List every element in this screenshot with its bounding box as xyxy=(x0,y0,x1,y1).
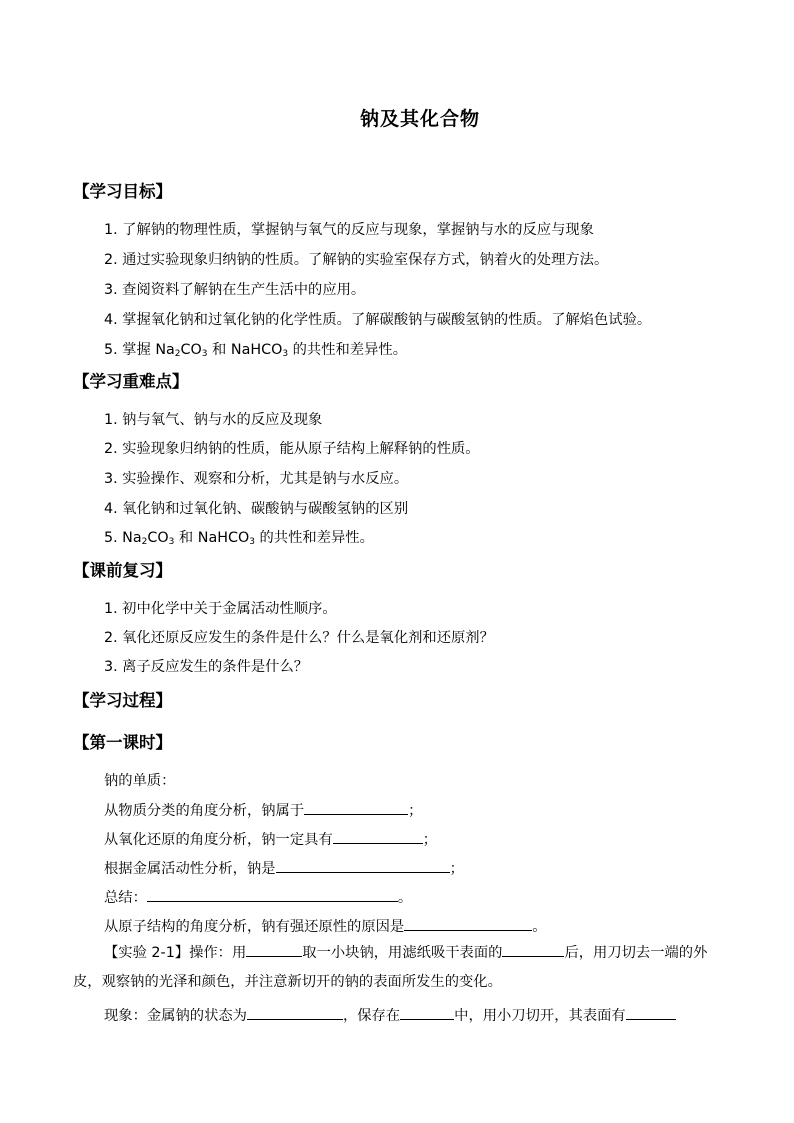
answer-blank-activity[interactable] xyxy=(276,857,450,873)
objective-item-2: 2. 通过实验现象归纳钠的性质。了解钠的实验室保存方式，钠着火的处理方法。 xyxy=(104,252,609,268)
objective-item-3: 3. 查阅资料了解钠在生产生活中的应用。 xyxy=(104,282,366,298)
answer-blank-surface[interactable] xyxy=(502,941,564,957)
objective-item-4: 4. 掌握氧化钠和过氧化钠的化学性质。了解碳酸钠与碳酸氢钠的性质。了解焰色试验。 xyxy=(104,312,652,328)
lesson-line-3-text: 从氧化还原的角度分析，钠一定具有 xyxy=(104,832,333,848)
answer-blank-redox[interactable] xyxy=(333,828,423,844)
observation-text-b: ，保存在 xyxy=(342,1008,401,1024)
lesson-line-4 xyxy=(104,857,464,878)
observation-line xyxy=(104,1004,676,1025)
answer-blank-summary[interactable] xyxy=(147,886,398,902)
lesson-line-5 xyxy=(104,886,412,907)
lesson-line-6 xyxy=(104,915,547,936)
lesson-line-4-text: 根据金属活动性分析，钠是 xyxy=(104,861,276,877)
review-item-1: 1. 初中化学中关于金属活动性顺序。 xyxy=(104,601,337,617)
lesson-line-6-text: 从原子结构的角度分析，钠有强还原性的原因是 xyxy=(104,919,405,935)
key-point-item-5: 5. $Na_2CO_3$ 和 NaHCO$_3$ 的共性和差异性。 xyxy=(104,530,374,547)
answer-blank-classification[interactable] xyxy=(304,799,408,815)
lesson-line-4-end: ； xyxy=(449,861,464,877)
lesson-line-3-end: ； xyxy=(422,832,438,848)
lesson-line-2-end: ； xyxy=(408,803,423,819)
objective-item-5: 5. 掌握 $Na_2CO_3$ 和 NaHCO$_3$ 的共性和差异性。 xyxy=(104,342,407,359)
experiment-label: 【实验 2-1】 xyxy=(104,945,190,961)
lesson-line-1 xyxy=(104,770,175,790)
lesson-line-5-text: 总结： xyxy=(104,890,147,906)
section-heading-review: 【课前复习】 xyxy=(73,561,172,580)
objective-item-1: 1. 了解钠的物理性质，掌握钠与氧气的反应与现象，掌握钠与水的反应与现象 xyxy=(104,222,594,238)
experiment-text-c: 后，用刀切去一端的外皮，观察钠的光泽和颜色，并注意新切开的钠的表面所发生的变化。 xyxy=(73,945,708,990)
section-heading-lesson1: 【第一课时】 xyxy=(73,733,172,752)
answer-blank-surface-change[interactable] xyxy=(626,1004,676,1020)
lesson-line-3 xyxy=(104,828,437,849)
answer-blank-atomic-structure[interactable] xyxy=(404,915,532,931)
lesson-line-5-end: 。 xyxy=(397,890,413,906)
key-point-item-4: 4. 氧化钠和过氧化钠、碳酸钠与碳酸氢钠的区别 xyxy=(104,501,409,517)
section-heading-objectives: 【学习目标】 xyxy=(73,182,172,201)
answer-blank-tool[interactable] xyxy=(246,941,302,957)
key-point-item-3: 3. 实验操作、观察和分析，尤其是钠与水反应。 xyxy=(104,471,409,487)
review-item-2: 2. 氧化还原反应发生的条件是什么？什么是氧化剂和还原剂？ xyxy=(104,630,494,646)
section-heading-key-points: 【学习重难点】 xyxy=(73,372,189,391)
page-title: 钠及其化合物 xyxy=(359,108,480,130)
experiment-text-b: 取一小块钠，用滤纸吸干表面的 xyxy=(302,945,503,961)
lesson-line-2-text: 从物质分类的角度分析，钠属于 xyxy=(104,803,305,819)
lesson-line-6-end: 。 xyxy=(532,919,547,935)
observation-text-c: 中，用小刀切开，其表面有 xyxy=(454,1008,626,1024)
observation-text-a: 现象：金属钠的状态为 xyxy=(104,1008,247,1024)
experiment-paragraph xyxy=(73,939,725,997)
answer-blank-storage[interactable] xyxy=(400,1004,454,1020)
lesson-line-2 xyxy=(104,799,422,820)
review-item-3: 3. 离子反应发生的条件是什么？ xyxy=(104,659,309,675)
experiment-text-a: 操作：用 xyxy=(189,945,247,961)
section-heading-process: 【学习过程】 xyxy=(73,691,172,710)
lesson-line-1-text: 钠的单质： xyxy=(104,773,176,789)
answer-blank-state[interactable] xyxy=(247,1004,343,1020)
key-point-item-2: 2. 实验现象归纳钠的性质，能从原子结构上解释钠的性质。 xyxy=(104,441,480,457)
key-point-item-1: 1. 钠与氧气、钠与水的反应及现象 xyxy=(104,412,323,428)
